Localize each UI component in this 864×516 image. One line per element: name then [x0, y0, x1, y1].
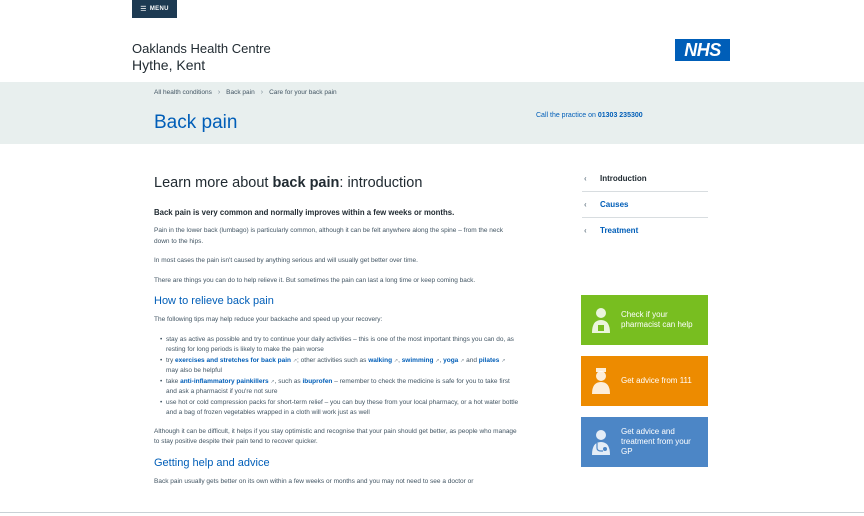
card-text: Get advice and treatment from your GP	[621, 427, 691, 456]
list-item: • stay as active as possible and try to continue your daily activities – this is one of the most important things you can do, as resting for long periods is likely to make the pain worse	[160, 335, 519, 356]
nhs-logo-text: NHS	[684, 39, 721, 60]
sidenav-label: Treatment	[600, 226, 639, 235]
heading-suffix: : introduction	[339, 175, 423, 191]
section-heading-help: Getting help and advice	[154, 456, 270, 469]
breadcrumb-item-all-conditions[interactable]: All health conditions	[154, 89, 212, 96]
text: and	[464, 356, 479, 364]
sidenav-label: Introduction	[600, 174, 647, 183]
doctor-icon	[581, 428, 621, 456]
hamburger-icon: ☰	[140, 5, 147, 13]
practice-name	[132, 40, 271, 74]
page-title: Back pain	[154, 112, 238, 133]
page-header-band	[0, 82, 864, 144]
side-navigation	[582, 166, 708, 243]
walking-link[interactable]: walking	[368, 356, 393, 364]
heading-prefix: Learn more about	[154, 175, 273, 191]
card-111[interactable]	[581, 356, 708, 406]
article-heading	[154, 175, 519, 191]
heading-topic: back pain	[272, 175, 340, 191]
chevron-right-icon: ›	[260, 89, 264, 96]
chevron-left-icon: ‹	[584, 174, 587, 183]
chevron-left-icon: ‹	[584, 200, 587, 209]
call-practice	[536, 112, 643, 119]
paragraph: In most cases the pain isn't caused by anything serious and will usually get better over time.	[154, 257, 418, 264]
external-link-icon: ↗	[435, 357, 440, 364]
external-link-icon: ↗	[292, 357, 298, 364]
section-heading-relieve: How to relieve back pain	[154, 295, 274, 307]
chevron-right-icon: ›	[217, 89, 221, 96]
paragraph: Back pain usually gets better on its own within a few weeks or months and you may not need to see a doctor or	[154, 477, 474, 485]
call-phone-link[interactable]: 01303 235300	[597, 112, 643, 119]
paragraph: There are things you can do to help relieve it. But sometimes the pain can last a long time or keep coming back.	[154, 276, 476, 284]
sidenav-item-causes[interactable]	[582, 192, 708, 218]
breadcrumb-item-back-pain[interactable]: Back pain	[226, 89, 255, 96]
breadcrumb	[154, 89, 337, 96]
chevron-left-icon: ‹	[584, 226, 587, 235]
tips-list	[154, 335, 519, 419]
sidenav-item-introduction[interactable]	[582, 166, 708, 192]
menu-label: MENU	[149, 6, 169, 12]
external-link-icon: ↗	[460, 357, 465, 364]
text: take	[166, 377, 181, 385]
list-item	[160, 377, 519, 398]
text: , such as	[274, 377, 303, 385]
painkillers-link[interactable]: anti-inflammatory painkillers	[180, 377, 269, 385]
pharmacist-icon	[581, 306, 621, 334]
text: – remember to check the medicine is safe for you to take first and ask a pharmacist if you're not sure	[166, 377, 510, 395]
pilates-link[interactable]: pilates	[478, 356, 500, 364]
external-link-icon: ↗	[270, 378, 275, 385]
sidenav-item-treatment[interactable]	[582, 218, 708, 243]
breadcrumb-item-care[interactable]: Care for your back pain	[269, 89, 337, 96]
card-text: Get advice from 111	[621, 376, 692, 385]
sidenav-label: Causes	[600, 200, 629, 209]
nurse-icon	[581, 367, 621, 395]
menu-button[interactable]	[132, 0, 177, 18]
practice-name-line1: Oaklands Health Centre	[132, 41, 271, 56]
exercises-link[interactable]: exercises and stretches for back pain	[175, 356, 292, 364]
text: may also be helpful	[166, 367, 223, 374]
paragraph: The following tips may help reduce your backache and speed up your recovery:	[154, 316, 383, 323]
lead-paragraph: Back pain is very common and normally improves within a few weeks or months.	[154, 208, 455, 217]
list-item: • use hot or cold compression packs for short-term relief – you can buy these from your local pharmacy, or a hot water bottle and a bag of frozen vegetables wrapped in a cloth will work just as well	[160, 398, 519, 419]
ibuprofen-link[interactable]: ibuprofen	[302, 377, 333, 385]
divider	[0, 512, 864, 513]
card-text: Check if your pharmacist can help	[621, 310, 693, 329]
paragraph: Pain in the lower back (lumbago) is particularly common, although it can be felt anywhere along the spine – from the neck down to the hips.	[154, 227, 504, 245]
nhs-logo[interactable]	[675, 39, 730, 61]
article-body	[154, 175, 519, 496]
text: ; other activities such as	[297, 356, 369, 364]
swimming-link[interactable]: swimming	[401, 356, 434, 364]
text: try	[166, 356, 176, 364]
external-link-icon: ↗	[393, 357, 399, 364]
card-pharmacist[interactable]	[581, 295, 708, 345]
yoga-link[interactable]: yoga	[443, 356, 459, 364]
card-gp[interactable]	[581, 417, 708, 467]
list-item: • try exercises and stretches for back pain ↗; other activities such as walking ↗, swimming ↗, yoga ↗ and pilates ↗ may also be helpful	[160, 356, 519, 377]
call-prefix: Call the practice on	[536, 112, 596, 119]
external-link-icon: ↗	[501, 357, 506, 364]
paragraph: Although it can be difficult, it helps if you stay optimistic and recognise that your pain should get better, as people who manage to stay positive despite their pain tend to recover quicker.	[154, 427, 517, 445]
practice-location: Hythe, Kent	[132, 57, 206, 73]
